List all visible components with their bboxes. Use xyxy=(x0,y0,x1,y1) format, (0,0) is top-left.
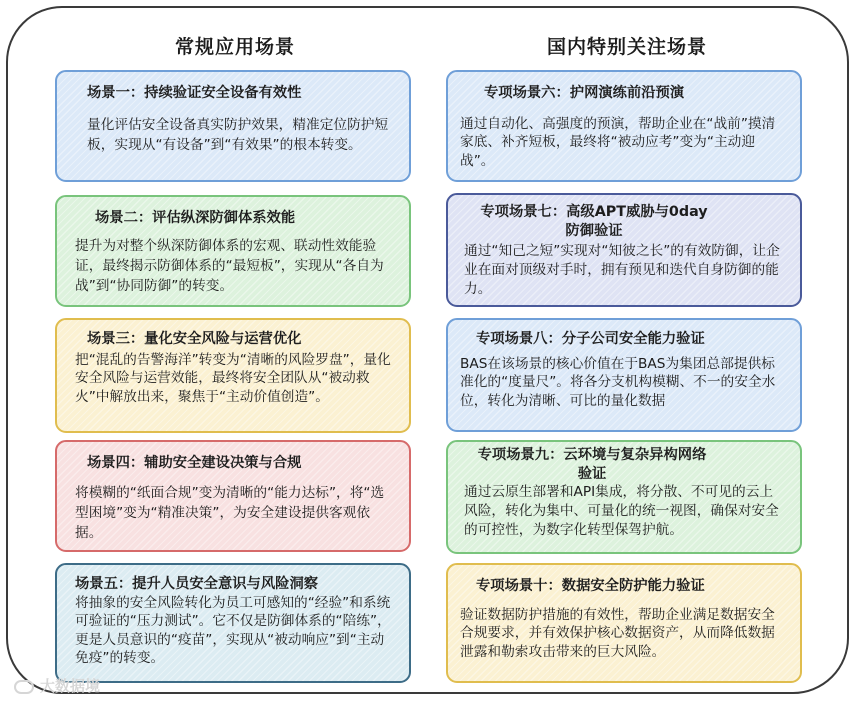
card-body: BAS在该场景的核心价值在于BAS为集团总部提供标准化的“度量尺”。将各分支机构模糊、不一的安全水位，转化为清晰、可比的量化数据 xyxy=(460,355,776,410)
card-body: 将抽象的安全风险转化为员工可感知的“经验”和系统可验证的“压力测试”。它不仅是防御体系的“陪练”，更是人员意识的“疫苗”，实现从“被动响应”到“主动免疫”的转变。 xyxy=(75,594,391,667)
left-card-4 xyxy=(55,440,411,552)
card-title: 场景二：评估纵深防御体系效能 xyxy=(95,210,296,226)
right-card-4 xyxy=(446,440,802,554)
card-body: 将模糊的“纸面合规”变为清晰的“能力达标”，将“选型困境”变为“精准决策”，为安全建设提供客观依据。 xyxy=(75,484,385,541)
left-card-5 xyxy=(55,563,411,683)
left-card-1 xyxy=(55,70,411,182)
card-title: 场景一：持续验证安全设备有效性 xyxy=(87,85,302,101)
card-title: 场景三：量化安全风险与运营优化 xyxy=(87,331,302,347)
card-body: 验证数据防护措施的有效性，帮助企业满足数据安全合规要求，并有效保护核心数据资产，从而降低数据泄露和勒索攻击带来的巨大风险。 xyxy=(460,606,775,661)
right-card-5 xyxy=(446,563,802,683)
watermark-text: 大数据境 xyxy=(40,677,101,695)
card-body: 通过云原生部署和API集成，将分散、不可见的云上风险，转化为集中、可量化的统一视图，确保对安全的可控性，为数字化转型保驾护航。 xyxy=(464,484,779,538)
card-title: 专项场景九：云环境与复杂异构网络验证 xyxy=(477,447,707,482)
card-body: 提升为对整个纵深防御体系的宏观、联动性效能验证，最终揭示防御体系的“最短板”，实现从“各自为战”到“协同防御”的转变。 xyxy=(75,237,384,294)
watermark-logo-icon xyxy=(14,680,34,694)
left-card-2 xyxy=(55,195,411,307)
right-column-title: 国内特别关注场景 xyxy=(546,36,707,58)
left-column-title: 常规应用场景 xyxy=(174,36,295,58)
watermark xyxy=(14,675,100,696)
left-card-3 xyxy=(55,318,411,433)
card-title: 场景四：辅助安全建设决策与合规 xyxy=(87,455,302,471)
right-card-1 xyxy=(446,70,802,182)
card-body: 量化评估安全设备真实防护效果，精准定位防护短板，实现从“有设备”到“有效果”的根本转变。 xyxy=(87,116,389,153)
card-body: 把“混乱的告警海洋”转变为“清晰的风险罗盘”，量化安全风险与运营效能，最终将安全团队从“被动救火”中解放出来，聚焦于“主动价值创造”。 xyxy=(75,351,391,406)
right-card-3 xyxy=(446,318,802,432)
card-title: 专项场景八：分子公司安全能力验证 xyxy=(476,331,705,347)
card-title: 专项场景七：高级APT威胁与0day防御验证 xyxy=(480,204,708,239)
card-title: 场景五：提升人员安全意识与风险洞察 xyxy=(75,576,319,592)
card-body: 通过自动化、高强度的预演，帮助企业在“战前”摸清家底、补齐短板，最终将“被动应考”变为“主动迎战”。 xyxy=(460,115,776,170)
card-title: 专项场景十：数据安全防护能力验证 xyxy=(476,578,705,594)
card-title: 专项场景六：护网演练前沿预演 xyxy=(484,85,685,101)
right-card-2 xyxy=(446,193,802,307)
card-body: 通过“知己之短”实现对“知彼之长”的有效防御，让企业在面对顶级对手时，拥有预见和迭代自身防御的能力。 xyxy=(464,243,780,297)
